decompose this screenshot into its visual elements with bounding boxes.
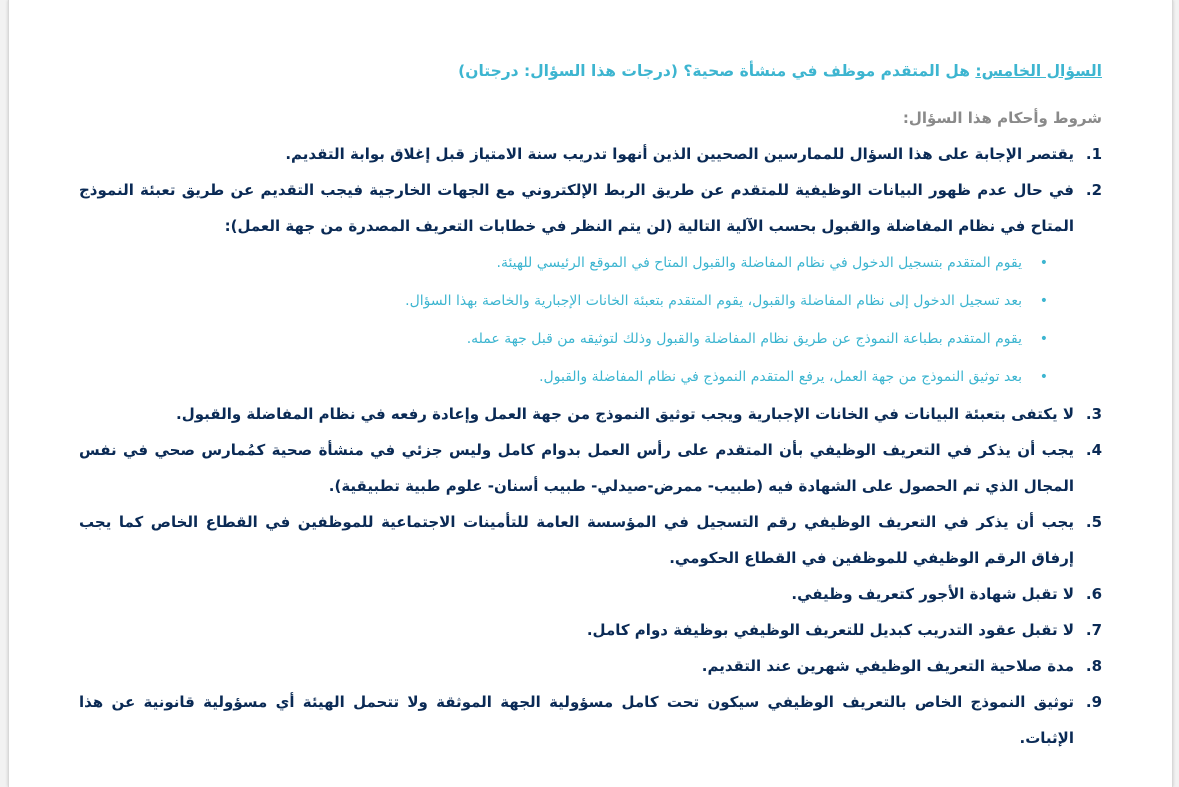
item-text: توثيق النموذج الخاص بالتعريف الوظيفي سيكون تحت كامل مسؤولية الجهة الموثقة ولا تتحمل الهيئة أي مسؤولية قانونية عن هذا الإثبات. [79,693,1074,747]
item-text: في حال عدم ظهور البيانات الوظيفية للمتقدم عن طريق الربط الإلكتروني مع الجهات الخارجية فيجب التقديم عن طريق تعبئة النموذج المتاح في نظام المفاضلة والقبول بحسب الآلية التالية (لن يتم النظر في خطابات التعريف المصدرة من جهة العمل): [79,181,1074,235]
question-title [79,58,1102,84]
procedure-sub-list [79,244,1074,396]
bullet-icon: • [1039,255,1048,271]
sub-list-item [79,358,1048,396]
list-item [79,576,1102,612]
bullet-icon: • [1039,331,1048,347]
list-item [79,396,1102,432]
sub-list-item [79,244,1048,282]
item-text: لا تقبل عقود التدريب كبديل للتعريف الوظيفي بوظيفة دوام كامل. [586,621,1074,639]
question-label: السؤال الخامس: [975,62,1102,80]
list-item [79,684,1102,756]
question-text: هل المتقدم موظف في منشأة صحية؟ (درجات هذا السؤال: درجتان) [458,62,976,80]
item-text: يجب أن يذكر في التعريف الوظيفي رقم التسجيل في المؤسسة العامة للتأمينات الاجتماعية للموظفين في القطاع الخاص كما يجب إرفاق الرقم الوظيفي للموظفين في القطاع الحكومي. [79,513,1074,567]
item-number: 4. [1085,441,1102,459]
terms-heading: شروط وأحكام هذا السؤال: [902,109,1102,127]
item-number: 2. [1085,181,1102,199]
item-text: يجب أن يذكر في التعريف الوظيفي بأن المتقدم على رأس العمل بدوام كامل وليس جزئي في منشأة صحية كمُمارس صحي في نفس المجال الذي تم الحصول على الشهادة فيه (طبيب- ممرض-صيدلي- طبيب أسنان- علوم طبية تطبيقية). [79,441,1074,495]
list-item [79,504,1102,576]
sub-item-text: يقوم المتقدم بتسجيل الدخول في نظام المفاضلة والقبول المتاح في الموقع الرئيسي للهيئة. [496,255,1022,271]
item-text: لا يكتفى بتعبئة البيانات في الخانات الإجبارية ويجب توثيق النموذج من جهة العمل وإعادة رفعه في نظام المفاضلة والقبول. [176,405,1074,423]
sub-item-text: بعد تسجيل الدخول إلى نظام المفاضلة والقبول، يقوم المتقدم بتعبئة الخانات الإجبارية والخاصة بهذا السؤال. [405,293,1022,309]
list-item [79,136,1102,172]
item-number: 1. [1085,145,1102,163]
item-text: يقتصر الإجابة على هذا السؤال للممارسين الصحيين الذين أنهوا تدريب سنة الامتياز قبل إغلاق بوابة التقديم. [285,145,1074,163]
document-page [8,0,1173,787]
sub-item-text: بعد توثيق النموذج من جهة العمل، يرفع المتقدم النموذج في نظام المفاضلة والقبول. [539,369,1022,385]
list-item [79,612,1102,648]
item-number: 5. [1085,513,1102,531]
item-number: 7. [1085,621,1102,639]
item-number: 6. [1085,585,1102,603]
item-number: 8. [1085,657,1102,675]
sub-item-text: يقوم المتقدم بطباعة النموذج عن طريق نظام المفاضلة والقبول وذلك لتوثيقه من قبل جهة عمله. [466,331,1022,347]
item-text: لا تقبل شهادة الأجور كتعريف وظيفي. [791,585,1074,603]
list-item [79,648,1102,684]
item-text: مدة صلاحية التعريف الوظيفي شهرين عند التقديم. [701,657,1074,675]
item-number: 3. [1085,405,1102,423]
list-item [79,172,1102,396]
bullet-icon: • [1039,293,1048,309]
item-number: 9. [1085,693,1102,711]
terms-list [79,136,1102,756]
sub-list-item [79,320,1048,358]
list-item [79,432,1102,504]
document-content [79,58,1102,756]
bullet-icon: • [1039,369,1048,385]
sub-list-item [79,282,1048,320]
